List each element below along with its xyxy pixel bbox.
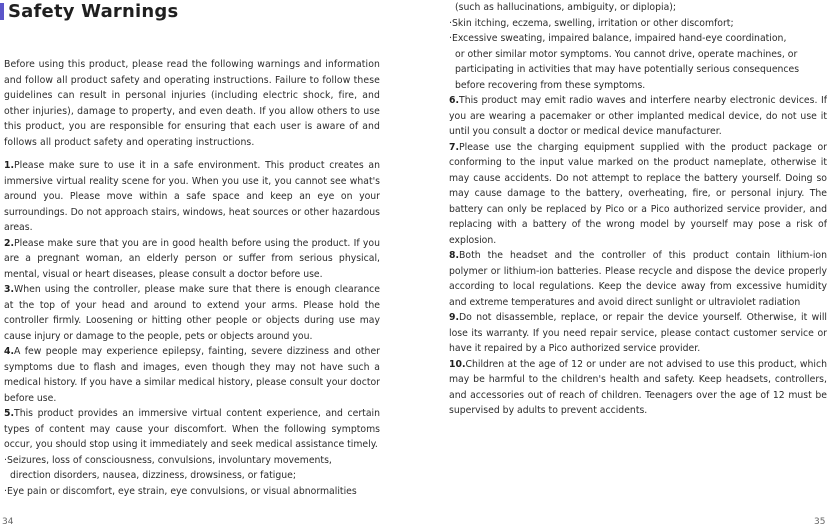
item-text: Please make sure to use it in a safe environment. This product creates an immersive virtual reality scene for you. When you use it, you cannot see what's around you. Please move within a safe space and keep an eye on your surroundings. Do not approach stairs, windows, heat sources or other hazardous areas.	[4, 160, 380, 233]
page-number-left: 34	[2, 517, 14, 527]
item-number: 3.	[4, 284, 15, 295]
symptom-line: before recovering from these symptoms.	[455, 79, 646, 91]
item-text: This product may emit radio waves and interfere nearby electronic devices. If you are wearing a pacemaker or other implanted medical device, do not use it until you consult a doctor or medical device manufacturer.	[449, 95, 827, 137]
warning-item	[4, 344, 380, 406]
item-text: Please make sure that you are in good health before using the product. If you are a pregnant woman, an elderly person or suffer from serious physical, mental, visual or heart diseases, please consult a doctor before use.	[4, 237, 380, 280]
item-text: A few people may experience epilepsy, fainting, severe dizziness and other symptoms due to flash and images, even though they may not have such a medical history. If you have a similar medical history, please consult your doctor before use.	[4, 346, 380, 404]
item-text: Do not disassemble, replace, or repair the device yourself. Otherwise, it will lose its warranty. If you need repair service, please contact customer service or have it repaired by a Pico authorized service provider.	[449, 312, 827, 354]
item-text: Please use the charging equipment supplied with the product package or conforming to the input value marked on the product nameplate, otherwise it may cause accidents. Do not attempt to replace the battery yourself. Doing so may cause damage to the battery, overheating, fire, or personal injury. The battery can only be replaced by Pico or a Pico authorized service provider, and replacing with a battery of the wrong model by yourself may pose a risk of explosion.	[449, 141, 827, 246]
item-number: 5.	[4, 408, 15, 419]
symptom-line: (such as hallucinations, ambiguity, or diplopia);	[455, 2, 677, 13]
warning-item	[4, 282, 380, 344]
warnings-list-left	[4, 158, 380, 499]
page-number-right: 35	[814, 517, 826, 527]
page-title: Safety Warnings	[8, 0, 179, 22]
warning-item	[449, 310, 827, 357]
item-number: 2.	[4, 237, 15, 249]
symptom-line: ·Eye pain or discomfort, eye strain, eye convulsions, or visual abnormalities	[4, 485, 357, 497]
right-column	[449, 0, 827, 419]
item-number: 4.	[4, 346, 15, 357]
item-text: When using the controller, please make sure that there is enough clearance at the top of your head and around to extend your arms. Please hold the controller firmly. Loosening or hitting other people or objects during use may cause injury or damage to the people, pets or objects around you.	[4, 284, 380, 342]
warning-item	[4, 158, 380, 236]
symptom-line: ·Excessive sweating, impaired balance, impaired hand-eye coordination,	[449, 33, 787, 44]
symptom-line: participating in activities that may have potentially serious consequences	[455, 64, 800, 75]
item-text: Both the headset and the controller of this product contain lithium-ion polymer or lithium-ion batteries. Please recycle and dispose the device properly according to local regulations. Keep the device away from excessive humidity and extreme temperatures and avoid direct sunlight or ultraviolet radiation	[449, 250, 827, 308]
intro-paragraph: Before using this product, please read the following warnings and information and follow all product safety and operating instructions. Failure to follow these guidelines can result in personal injuries (including electric shock, fire, and other injuries), damage to property, and even death. If you allow others to use this product, you are responsible for ensuring that each user is aware of and follows all product safety and operating instructions.	[4, 59, 380, 148]
warning-item	[4, 236, 380, 283]
item-number: 9.	[449, 312, 460, 323]
warning-item	[449, 93, 827, 140]
item-text: Children at the age of 12 or under are not advised to use this product, which may be harmful to the children's health and safety. Keep headsets, controllers, and accessories out of reach of children. Teenagers over the age of 12 must be supervised by adults to prevent accidents.	[449, 358, 827, 416]
symptom-line: ·Seizures, loss of consciousness, convulsions, involuntary movements,	[4, 454, 332, 466]
symptom-line: direction disorders, nausea, dizziness, drowsiness, or fatigue;	[10, 470, 297, 481]
item-number: 7.	[449, 141, 460, 153]
item-number: 1.	[4, 160, 15, 171]
warning-item	[449, 140, 827, 249]
symptom-line: ·Skin itching, eczema, swelling, irritation or other discomfort;	[449, 17, 734, 29]
warning-item	[449, 248, 827, 310]
item-number: 8.	[449, 250, 460, 261]
item-number: 10.	[449, 358, 466, 370]
page-title-row	[0, 0, 178, 22]
warning-item	[449, 357, 827, 419]
item-text: This product provides an immersive virtual content experience, and certain types of content may cause your discomfort. When the following symptoms occur, you should stop using it immediately and seek medical assistance timely.	[4, 408, 380, 450]
warning-item	[4, 406, 380, 453]
item-number: 6.	[449, 95, 460, 106]
symptom-line: or other similar motor symptoms. You cannot drive, operate machines, or	[455, 48, 798, 60]
accent-bar	[0, 3, 4, 20]
